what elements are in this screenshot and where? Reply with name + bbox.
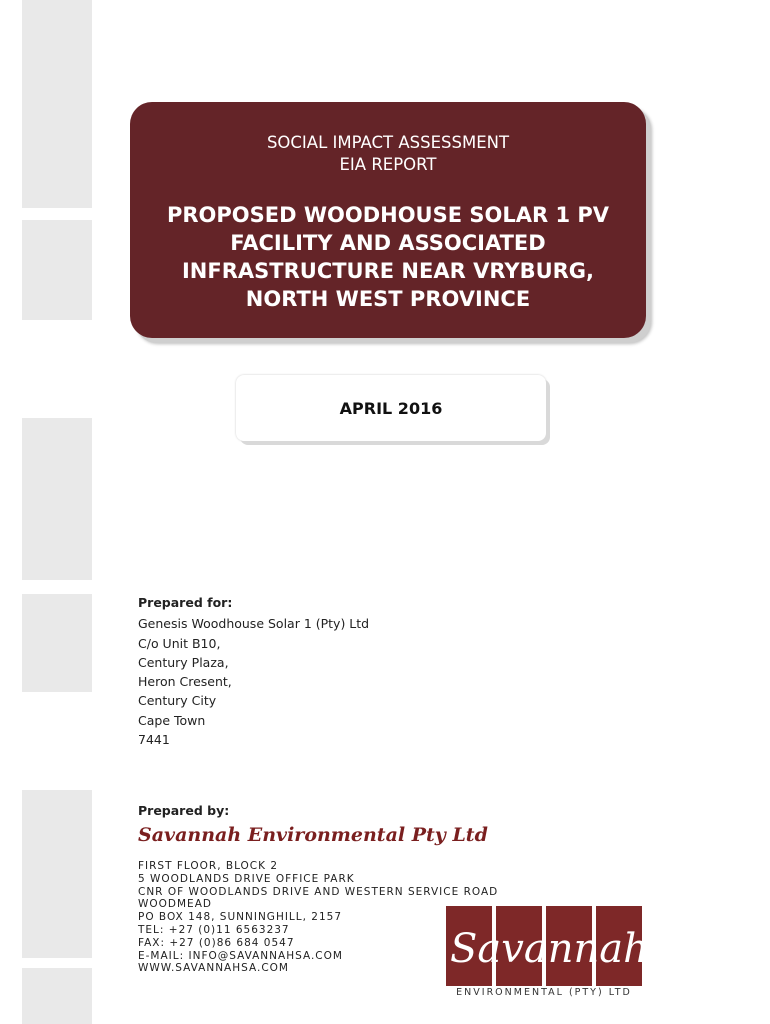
address-line: WOODMEAD: [138, 898, 212, 911]
prepared-for-section: [138, 593, 369, 749]
side-block-3: [22, 418, 92, 580]
client-line: Century City: [138, 693, 217, 709]
address-line: E-MAIL: INFO@SAVANNAHSA.COM: [138, 949, 343, 962]
address-line: PO BOX 148, SUNNINGHILL, 2157: [138, 911, 343, 924]
side-block-4: [22, 594, 92, 692]
project-title: PROPOSED WOODHOUSE SOLAR 1 PV FACILITY AND ASSOCIATED INFRASTRUCTURE NEAR VRYBURG, NORTH WEST PROVINCE: [166, 203, 610, 311]
address-line: 5 WOODLANDS DRIVE OFFICE PARK: [138, 872, 355, 885]
prepared-by-label: Prepared by:: [138, 803, 230, 818]
title-box: [130, 102, 646, 338]
logo-wordmark: Savannah: [450, 926, 649, 972]
report-type: [130, 132, 646, 176]
client-line: Cape Town: [138, 712, 206, 728]
company-address: [138, 860, 498, 975]
client-line: 7441: [138, 732, 170, 748]
prepared-for-label: Prepared for:: [138, 595, 233, 610]
savannah-logo: [446, 906, 649, 998]
address-line: FAX: +27 (0)86 684 0547: [138, 936, 295, 949]
address-line: TEL: +27 (0)11 6563237: [138, 923, 290, 936]
side-block-2: [22, 220, 92, 320]
report-type-line-2: EIA REPORT: [339, 155, 437, 174]
logo-tagline: ENVIRONMENTAL (PTY) LTD: [456, 987, 632, 998]
date-box: [236, 375, 546, 441]
client-line: Heron Cresent,: [138, 674, 232, 690]
client-line: Century Plaza,: [138, 654, 229, 670]
address-line: WWW.SAVANNAHSA.COM: [138, 962, 289, 975]
side-block-5: [22, 790, 92, 958]
side-block-6: [22, 968, 92, 1024]
side-block-1: [22, 0, 92, 208]
client-line: C/o Unit B10,: [138, 635, 221, 651]
report-date: APRIL 2016: [339, 398, 443, 418]
client-line: Genesis Woodhouse Solar 1 (Pty) Ltd: [138, 616, 370, 632]
report-type-line-1: SOCIAL IMPACT ASSESSMENT: [266, 133, 510, 152]
address-line: FIRST FLOOR, BLOCK 2: [138, 860, 279, 872]
company-name: Savannah Environmental Pty Ltd: [138, 824, 488, 846]
address-line: CNR OF WOODLANDS DRIVE AND WESTERN SERVICE ROAD: [138, 885, 499, 898]
